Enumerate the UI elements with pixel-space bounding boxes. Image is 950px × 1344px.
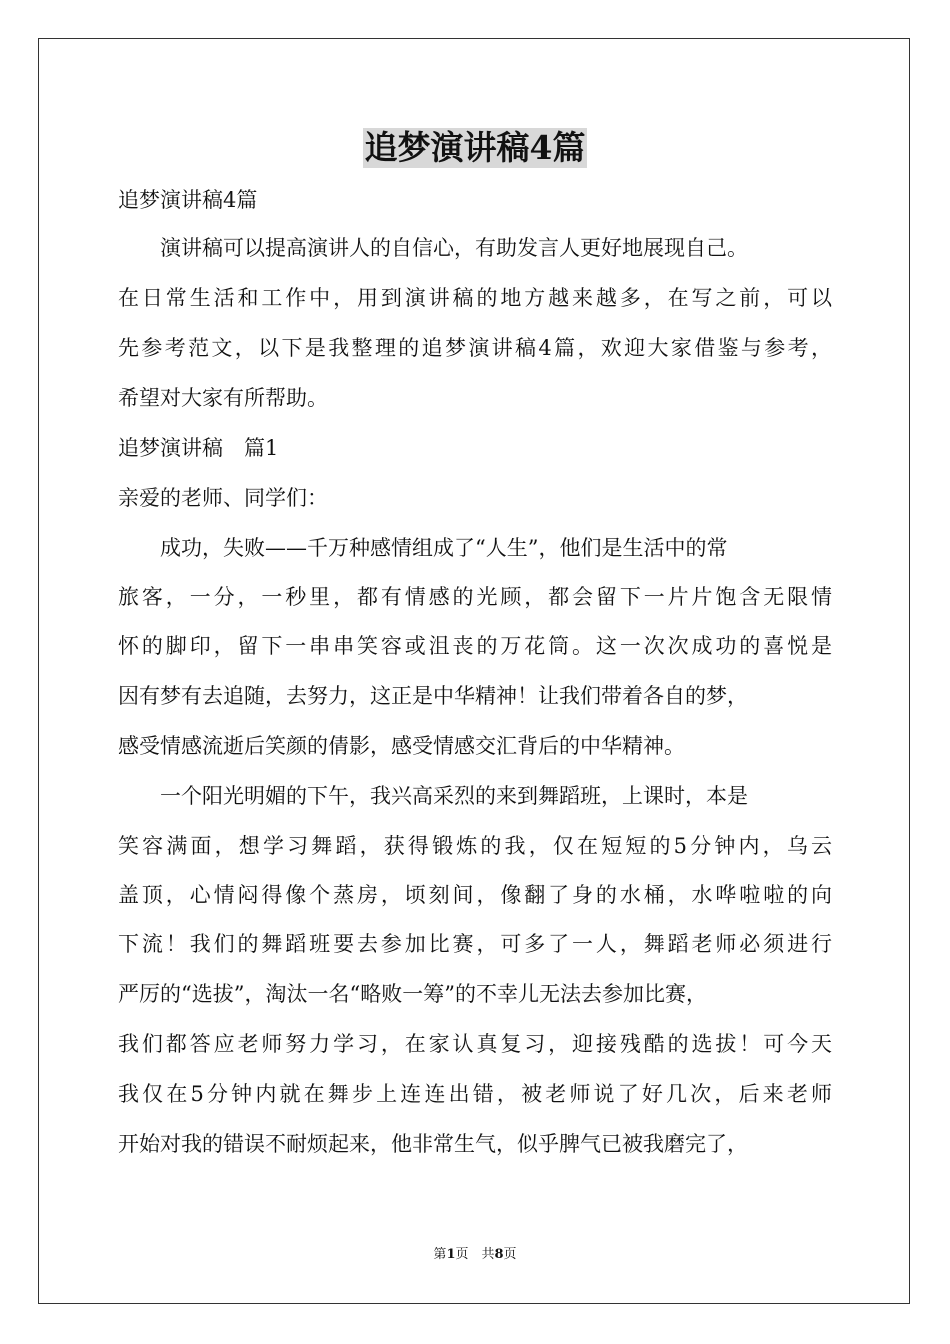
text-line: 希望对大家有所帮助。 [118,386,328,410]
page-footer [0,1246,950,1264]
text-line: 开始对我的错误不耐烦起来，他非常生气，似乎脾气已被我磨完了， [118,1132,748,1156]
text-line: 在日常生活和工作中，用到演讲稿的地方越来越多，在写之前，可以 [118,286,832,310]
page-prefix: 第 [433,1247,447,1262]
page-border [38,38,910,1304]
text-line: 盖顶，心情闷得像个蒸房，顷刻间，像翻了身的水桶，水哗啦啦的向 [118,883,832,907]
text-line: 我仅在5分钟内就在舞步上连连出错，被老师说了好几次，后来老师 [118,1082,832,1106]
text-line: 一个阳光明媚的下午，我兴高采烈的来到舞蹈班，上课时，本是 [118,784,748,808]
section-heading: 追梦演讲稿 篇1 [118,436,279,460]
salutation: 亲爱的老师、同学们： [118,486,328,510]
text-line: 笑容满面，想学习舞蹈，获得锻炼的我，仅在短短的5分钟内，乌云 [118,834,832,858]
title-container [0,128,950,168]
text-line: 演讲稿可以提高演讲人的自信心，有助发言人更好地展现自己。 [118,236,748,260]
text-line: 因有梦有去追随，去努力，这正是中华精神！让我们带着各自的梦， [118,684,748,708]
text-line: 怀的脚印，留下一串串笑容或沮丧的万花筒。这一次次成功的喜悦是 [118,634,832,658]
page-suffix: 页 [503,1247,517,1262]
page-total: 8 [494,1247,504,1262]
page-current: 1 [446,1247,456,1262]
text-line: 下流！我们的舞蹈班要去参加比赛，可多了一人，舞蹈老师必须进行 [118,932,832,956]
text-line: 先参考范文，以下是我整理的追梦演讲稿4篇，欢迎大家借鉴与参考， [118,336,832,360]
subtitle-line: 追梦演讲稿4篇 [118,188,258,212]
page-mid: 页 共 [455,1247,495,1262]
text-line: 我们都答应老师努力学习，在家认真复习，迎接残酷的选拔！可今天 [118,1032,832,1056]
document-title: 追梦演讲稿4篇 [364,128,586,167]
text-line: 感受情感流逝后笑颜的倩影，感受情感交汇背后的中华精神。 [118,734,685,758]
text-line: 旅客，一分，一秒里，都有情感的光顾，都会留下一片片饱含无限情 [118,585,832,609]
text-line: 成功，失败——千万种感情组成了“人生”，他们是生活中的常 [118,536,728,560]
text-line: 严厉的“选拔”，淘汰一名“略败一筹”的不幸儿无法去参加比赛， [118,982,707,1006]
